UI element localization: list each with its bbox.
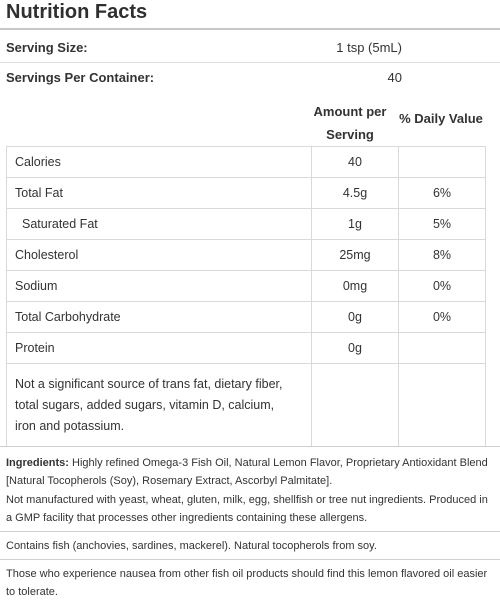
ingredients-block [6,454,492,490]
servings-per-container-value: 40 [387,70,402,85]
table-row [7,302,486,333]
nutrient-daily-value [399,147,486,178]
nutrient-daily-value: 0% [399,302,486,333]
servings-per-container-label: Servings Per Container: [6,70,155,85]
nutrient-name: Total Fat [7,178,312,209]
daily-value-header: % Daily Value [399,111,483,126]
table-row [7,147,486,178]
nutrition-facts-title: Nutrition Facts [6,1,148,23]
serving-size-value: 1 tsp (5mL) [336,40,402,55]
ingredients-label: Ingredients: [6,457,69,469]
contains-note: Contains fish (anchovies, sardines, mackerel). Natural tocopherols from soy. [6,540,377,552]
nutrient-name: Saturated Fat [7,209,312,240]
nutrient-name: Total Carbohydrate [7,302,312,333]
nutrient-daily-value [399,333,486,364]
nausea-note: Those who experience nausea from other fish oil products should find this lemon flavored oil easier to tolerate. [6,568,488,598]
nutrient-amount: 4.5g [312,178,399,209]
nutrient-amount: 1g [312,209,399,240]
nutrient-name: Calories [7,147,312,178]
nutrient-name: Cholesterol [7,240,312,271]
nutrient-amount: 0mg [312,271,399,302]
contains-divider [0,559,500,560]
ingredients-text: Highly refined Omega-3 Fish Oil, Natural Lemon Flavor, Proprietary Antioxidant Blend [Natural Tocopherols (Soy), Rosemary Extract, Ascorbyl Palmitate]. [6,457,488,487]
nutrient-daily-value: 6% [399,178,486,209]
note-row [7,364,486,447]
allergen-divider [0,531,500,532]
title-divider [0,28,500,30]
note-empty-cell [312,364,399,447]
table-row [7,178,486,209]
nutrition-table [6,146,486,447]
nutrient-amount: 40 [312,147,399,178]
nutrient-daily-value: 5% [399,209,486,240]
table-row [7,333,486,364]
ingredients-divider [0,446,500,447]
note-empty-cell [399,364,486,447]
nutrient-amount: 0g [312,333,399,364]
nutrient-amount: 0g [312,302,399,333]
servings-per-container-row [6,70,486,85]
nutrient-daily-value: 0% [399,271,486,302]
amount-per-serving-header: Amount per Serving [313,104,387,142]
serving-size-row [6,40,486,55]
nutrient-amount: 25mg [312,240,399,271]
nutrient-name: Sodium [7,271,312,302]
serving-size-label: Serving Size: [6,40,88,55]
trans-fat-note-text: Not a significant source of trans fat, dietary fiber, total sugars, added sugars, vitamin D, calcium, iron and potassium. [15,376,283,433]
allergen-note: Not manufactured with yeast, wheat, gluten, milk, egg, shellfish or tree nut ingredients. Produced in a GMP facility that processes other ingredients containing these allergens. [6,494,488,524]
nutrient-name: Protein [7,333,312,364]
serving-divider [0,62,500,63]
nutrient-daily-value: 8% [399,240,486,271]
table-row [7,240,486,271]
table-row [7,209,486,240]
table-row [7,271,486,302]
trans-fat-note [7,364,312,447]
